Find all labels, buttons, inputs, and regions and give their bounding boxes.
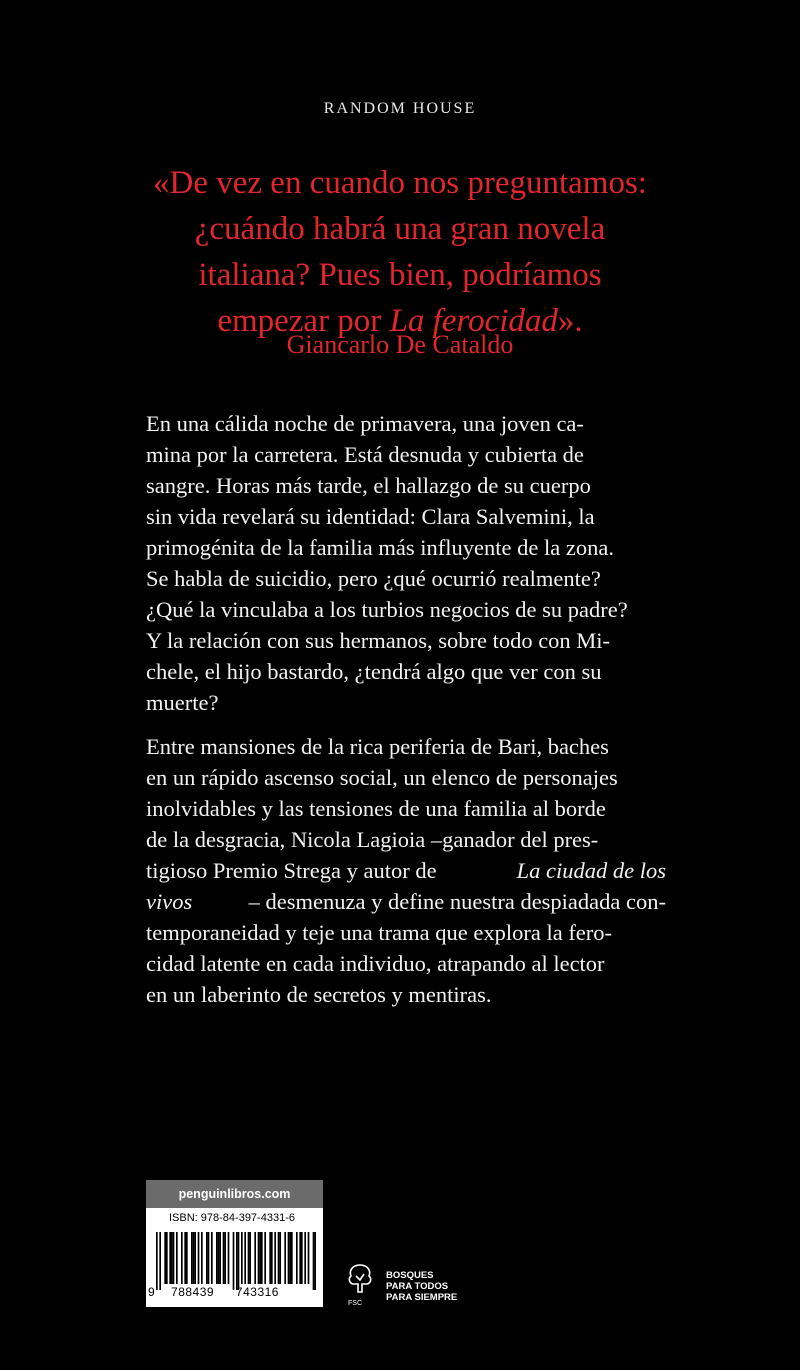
text-line-content: – desmenuza y define nuestra despiadada con- — [248, 889, 666, 914]
barcode-bar — [304, 1232, 306, 1284]
text-line-content: tigioso Premio Strega y autor de — [146, 858, 437, 883]
barcode-bar — [198, 1232, 200, 1284]
barcode-bar — [313, 1232, 315, 1290]
barcode-bar — [301, 1232, 303, 1284]
barcode-bar — [261, 1232, 263, 1284]
barcode-bar — [284, 1232, 286, 1284]
synopsis-paragraph-2 — [146, 731, 666, 1010]
barcode-bar — [249, 1232, 251, 1284]
barcode-digit-first: 9 — [148, 1285, 156, 1299]
barcode-bar — [218, 1232, 220, 1284]
barcode-bar — [156, 1232, 158, 1290]
barcode-digit-group: 743316 — [235, 1285, 279, 1299]
barcode-bar — [169, 1232, 171, 1284]
text-line — [146, 439, 666, 470]
text-line — [146, 762, 666, 793]
barcode-bar — [171, 1232, 173, 1284]
text-line-content: de la desgracia, Nicola Lagioia –ganador del pres- — [146, 827, 599, 852]
fsc-slogan-line: PARA SIEMPRE — [386, 1292, 458, 1303]
text-line-content: mina por la carretera. Está desnuda y cubierta de — [146, 442, 584, 467]
barcode-icon — [156, 1232, 316, 1292]
text-line — [146, 501, 666, 532]
quote-text: ». — [557, 303, 583, 339]
barcode-bar — [208, 1232, 210, 1284]
barcode-bar — [308, 1232, 310, 1284]
book-title: vivos — [146, 889, 193, 914]
text-line — [146, 656, 666, 687]
barcode-bar — [194, 1232, 196, 1284]
barcode-bar — [299, 1232, 301, 1284]
barcode-bar — [166, 1232, 168, 1284]
text-line — [146, 532, 666, 563]
barcode-bar — [258, 1232, 260, 1284]
text-line — [146, 979, 666, 1010]
barcode-bar — [228, 1232, 230, 1284]
text-line-content: temporaneidad y teje una trama que explora la fero- — [146, 920, 613, 945]
barcode-bar — [186, 1232, 188, 1284]
fsc-label: FSC — [348, 1300, 362, 1307]
text-line — [146, 917, 666, 948]
text-line-content: Se habla de suicidio, pero ¿qué ocurrió realmente? — [146, 566, 601, 591]
barcode-bar — [289, 1232, 291, 1284]
barcode-bar — [184, 1232, 186, 1284]
text-line — [146, 855, 666, 886]
text-line — [146, 625, 666, 656]
text-line-content: inolvidables y las tensiones de una familia al borde — [146, 796, 606, 821]
publisher-name: RANDOM HOUSE — [323, 100, 477, 117]
fsc-slogan — [386, 1270, 457, 1303]
text-line-content: Entre mansiones de la rica periferia de Bari, baches — [146, 734, 609, 759]
barcode-bar — [274, 1232, 276, 1284]
text-line-content: chele, el hijo bastardo, ¿tendrá algo que ver con su — [146, 659, 602, 684]
barcode-box — [146, 1180, 323, 1307]
barcode-digits — [148, 1285, 321, 1299]
barcode-bar — [236, 1232, 238, 1290]
barcode-bar — [181, 1232, 183, 1284]
text-line — [146, 731, 666, 762]
barcode-bar — [269, 1232, 271, 1284]
barcode-bar — [223, 1232, 225, 1284]
barcode-bar — [159, 1232, 161, 1290]
quote-author: Giancarlo De Cataldo — [286, 330, 514, 359]
text-line-content: Y la relación con sus hermanos, sobre todo con Mi- — [146, 628, 611, 653]
barcode-bar — [206, 1232, 208, 1284]
barcode-bar — [173, 1232, 175, 1284]
barcode-bar — [224, 1232, 226, 1284]
barcode-bar — [288, 1232, 290, 1284]
quote-line: italiana? Pues bien, podríamos — [198, 257, 602, 293]
text-line — [146, 594, 666, 625]
quote-line: «De vez en cuando nos preguntamos: — [153, 165, 647, 201]
barcode-bar — [191, 1232, 193, 1284]
text-line — [146, 563, 666, 594]
quote-text: empezar por — [217, 303, 390, 339]
barcode-bar — [271, 1232, 273, 1284]
fsc-certification — [346, 1262, 486, 1312]
website-banner: penguinlibros.com — [146, 1180, 323, 1208]
barcode-bar — [259, 1232, 261, 1284]
text-line-content: sin vida revelará su identidad: Clara Salvemini, la — [146, 504, 595, 529]
fsc-slogan-line: BOSQUES — [386, 1270, 434, 1281]
fsc-slogan-line: PARA TODOS — [386, 1281, 449, 1292]
barcode-bar — [296, 1232, 298, 1284]
barcode-bar — [164, 1232, 166, 1284]
text-line — [146, 886, 666, 917]
barcode-bar — [254, 1232, 256, 1284]
blurb-quote — [130, 160, 670, 344]
barcode-bar — [233, 1232, 235, 1290]
barcode-bar — [193, 1232, 195, 1284]
barcode-bar — [211, 1232, 213, 1284]
text-line — [146, 948, 666, 979]
text-line-content: En una cálida noche de primavera, una joven ca- — [146, 411, 584, 436]
text-line — [146, 687, 666, 718]
book-title: La ciudad de los — [516, 858, 666, 883]
text-line-content: muerte? — [146, 690, 219, 715]
barcode-bar — [219, 1232, 221, 1284]
text-line-content: ¿Qué la vinculaba a los turbios negocios de su padre? — [146, 597, 628, 622]
isbn-label: ISBN: 978-84-397-4331-6 — [169, 1212, 295, 1224]
barcode-bar — [291, 1232, 293, 1284]
barcode-bar — [264, 1232, 266, 1284]
barcode-bar — [216, 1232, 218, 1284]
text-line-content: primogénita de la familia más influyente de la zona. — [146, 535, 614, 560]
barcode-bar — [241, 1232, 243, 1284]
barcode-bar — [201, 1232, 203, 1284]
barcode-bar — [314, 1232, 316, 1290]
text-line — [146, 824, 666, 855]
text-line-content: en un rápido ascenso social, un elenco de personajes — [146, 765, 618, 790]
barcode-bar — [248, 1232, 250, 1284]
text-line-content: cidad latente en cada individuo, atrapando al lector — [146, 951, 605, 976]
barcode-bar — [279, 1232, 281, 1284]
text-line — [146, 408, 666, 439]
barcode-bar — [238, 1232, 240, 1290]
text-line-content: sangre. Horas más tarde, el hallazgo de su cuerpo — [146, 473, 591, 498]
quote-book-title: La ferocidad — [389, 303, 558, 339]
text-line — [146, 470, 666, 501]
synopsis-paragraph-1 — [146, 408, 666, 718]
quote-line: ¿cuándo habrá una gran novela — [194, 211, 606, 247]
barcode-bar — [176, 1232, 178, 1284]
barcode-bar — [278, 1232, 280, 1284]
barcode-digit-group: 788439 — [171, 1285, 215, 1299]
barcode-bar — [244, 1232, 246, 1284]
text-line-content: en un laberinto de secretos y mentiras. — [146, 982, 492, 1007]
text-line — [146, 793, 666, 824]
